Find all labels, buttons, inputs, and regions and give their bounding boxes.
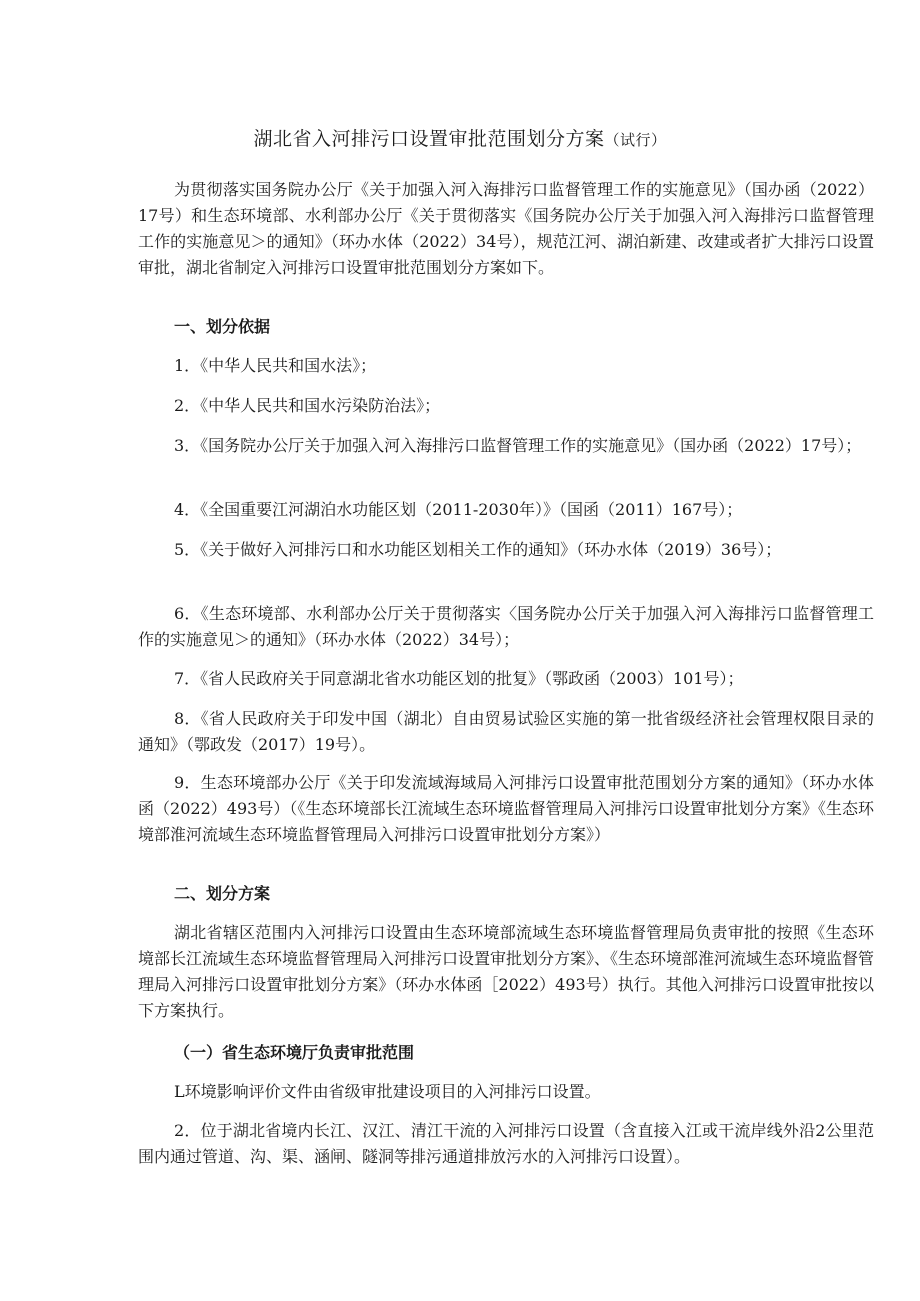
section2-text-block xyxy=(138,920,874,1024)
sub1-item-1-block xyxy=(138,1079,874,1105)
document-title xyxy=(0,124,920,151)
sub1-item: L环境影响评价文件由省级审批建设项目的入河排污口设置。 xyxy=(174,1082,601,1101)
basis-item: 8．《省人民政府关于印发中国（湖北）自由贸易试验区实施的第一批省级经济社会管理权限目录的通知》（鄂政发（2017）19号）。 xyxy=(138,709,874,754)
basis-item-1-block xyxy=(138,353,874,379)
intro-block xyxy=(138,177,874,281)
basis-item: 4．《全国重要江河湖泊水功能区划（2011-2030年）》（国函（2011）167号）； xyxy=(174,500,743,519)
basis-item-2-block xyxy=(138,393,874,419)
section2-heading: 二、划分方案 xyxy=(174,884,271,903)
basis-item: 6．《生态环境部、水利部办公厅关于贯彻落实〈国务院办公厅关于加强入河入海排污口监督管理工作的实施意见＞的通知》（环办水体（2022）34号）； xyxy=(138,604,874,649)
basis-item: 3．《国务院办公厅关于加强入河入海排污口监督管理工作的实施意见》（国办函（2022）17号）； xyxy=(174,436,862,455)
basis-item: 2．《中华人民共和国水污染防治法》； xyxy=(174,396,441,415)
basis-item-5-block xyxy=(138,537,874,563)
basis-item: 7．《省人民政府关于同意湖北省水功能区划的批复》（鄂政函（2003）101号）； xyxy=(174,669,744,688)
basis-item-8-block xyxy=(138,706,874,758)
basis-item-4-block xyxy=(138,497,874,523)
sub1-heading-block xyxy=(138,1040,874,1066)
title-main: 湖北省入河排污口设置审批范围划分方案 xyxy=(253,128,605,150)
basis-item: 9．生态环境部办公厅《关于印发流域海域局入河排污口设置审批范围划分方案的通知》（环办水体函（2022）493号）（《生态环境部长江流域生态环境监督管理局入河排污口设置审批划分方案》《生态环境部淮河流域生态环境监督管理局入河排污口设置审批划分方案》） xyxy=(138,773,874,844)
basis-item-9-block xyxy=(138,770,874,848)
basis-item-7-block xyxy=(138,666,874,692)
intro-paragraph: 为贯彻落实国务院办公厅《关于加强入河入海排污口监督管理工作的实施意见》（国办函（2022）17号）和生态环境部、水利部办公厅《关于贯彻落实《国务院办公厅关于加强入河入海排污口监督管理工作的实施意见＞的通知》（环办水体（2022）34号），规范江河、湖泊新建、改建或者扩大排污口设置审批，湖北省制定入河排污口设置审批范围划分方案如下。 xyxy=(138,180,874,277)
sub1-item: 2．位于湖北省境内长江、汉江、清江干流的入河排污口设置（含直接入江或干流岸线外沿2公里范围内通过管道、沟、渠、涵闸、隧洞等排污通道排放污水的入河排污口设置）。 xyxy=(138,1121,874,1166)
section1-heading-block xyxy=(138,314,874,340)
sub1-heading: （一）省生态环境厅负责审批范围 xyxy=(174,1043,415,1062)
basis-item-6-block xyxy=(138,601,874,653)
section2-paragraph: 湖北省辖区范围内入河排污口设置由生态环境部流域生态环境监督管理局负责审批的按照《生态环境部长江流域生态环境监督管理局入河排污口设置审批划分方案》、《生态环境部淮河流域生态环境监督管理局入河排污口设置审批划分方案》（环办水体函［2022）493号）执行。其他入河排污口设置审批按以下方案执行。 xyxy=(138,923,875,1020)
basis-item-3-block xyxy=(138,433,874,459)
section1-heading: 一、划分依据 xyxy=(174,317,271,336)
sub1-item-2-block xyxy=(138,1118,874,1170)
basis-item: 5．《关于做好入河排污口和水功能区划相关工作的通知》（环办水体（2019）36号）； xyxy=(174,540,782,559)
basis-item: 1．《中华人民共和国水法》； xyxy=(174,356,377,375)
title-suffix: （试行） xyxy=(604,131,667,149)
section2-heading-block xyxy=(138,881,874,907)
